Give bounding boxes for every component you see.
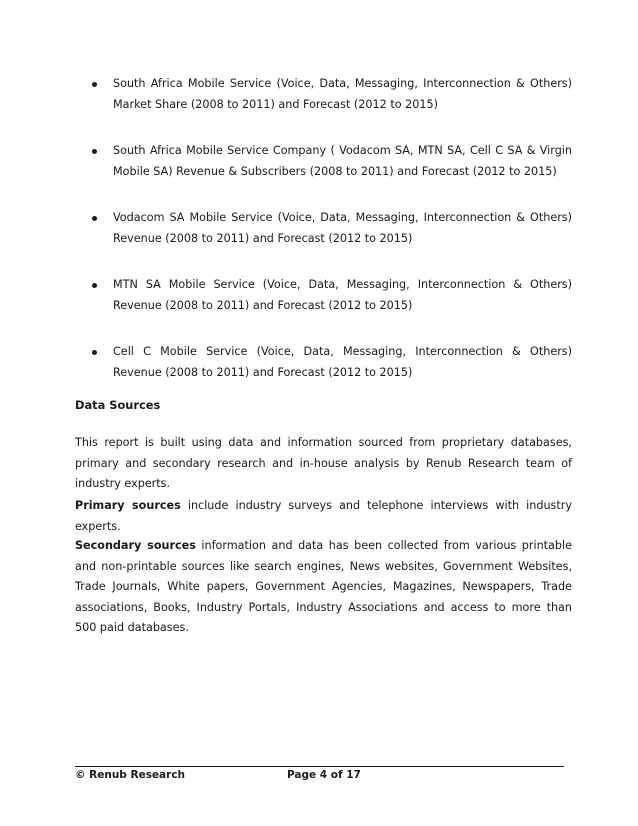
bullet-icon xyxy=(92,350,97,355)
list-item xyxy=(92,208,572,249)
footer-divider xyxy=(75,766,564,767)
list-item-text: Vodacom SA Mobile Service (Voice, Data, Messaging, Interconnection & Others) Revenue (2008 to 2011) and Forecast (2012 to 2015) xyxy=(113,211,572,245)
list-item-text: Cell C Mobile Service (Voice, Data, Messaging, Interconnection & Others) Revenue (2008 to 2011) and Forecast (2012 to 2015) xyxy=(113,345,572,379)
list-item xyxy=(92,275,572,316)
primary-sources-text: include industry surveys and telephone interviews with industry experts. xyxy=(75,499,572,533)
primary-sources-paragraph xyxy=(75,496,572,537)
list-item-text: South Africa Mobile Service Company ( Vodacom SA, MTN SA, Cell C SA & Virgin Mobile SA) Revenue & Subscribers (2008 to 2011) and Forecast (2012 to 2015) xyxy=(113,144,572,178)
footer-copyright: © Renub Research xyxy=(75,769,186,781)
list-item xyxy=(92,74,572,115)
bullet-icon xyxy=(92,283,97,288)
list-item-text: MTN SA Mobile Service (Voice, Data, Messaging, Interconnection & Others) Revenue (2008 to 2011) and Forecast (2012 to 2015) xyxy=(113,278,572,312)
secondary-sources-text: information and data has been collected from various printable and non-printable sources like search engines, News websites, Government Websites, Trade Journals, White papers, Government Agencies, Magazines, Newspapers, Trade associations, Books, Industry Portals, Industry Associations and access to more than 500 paid databases. xyxy=(75,539,572,634)
secondary-sources-paragraph xyxy=(75,536,572,639)
bullet-list xyxy=(92,74,572,409)
primary-sources-label: Primary sources xyxy=(75,499,181,512)
secondary-sources-label: Secondary sources xyxy=(75,539,196,552)
bullet-icon xyxy=(92,216,97,221)
list-item-text: South Africa Mobile Service (Voice, Data, Messaging, Interconnection & Others) Market Share (2008 to 2011) and Forecast (2012 to 2015) xyxy=(113,77,572,111)
section-heading: Data Sources xyxy=(75,398,161,412)
footer-page-number: Page 4 of 17 xyxy=(287,769,361,781)
bullet-icon xyxy=(92,82,97,87)
list-item xyxy=(92,141,572,182)
list-item xyxy=(92,342,572,383)
intro-paragraph: This report is built using data and information sourced from proprietary databases, primary and secondary research and in-house analysis by Renub Research team of industry experts. xyxy=(75,436,572,490)
bullet-icon xyxy=(92,149,97,154)
